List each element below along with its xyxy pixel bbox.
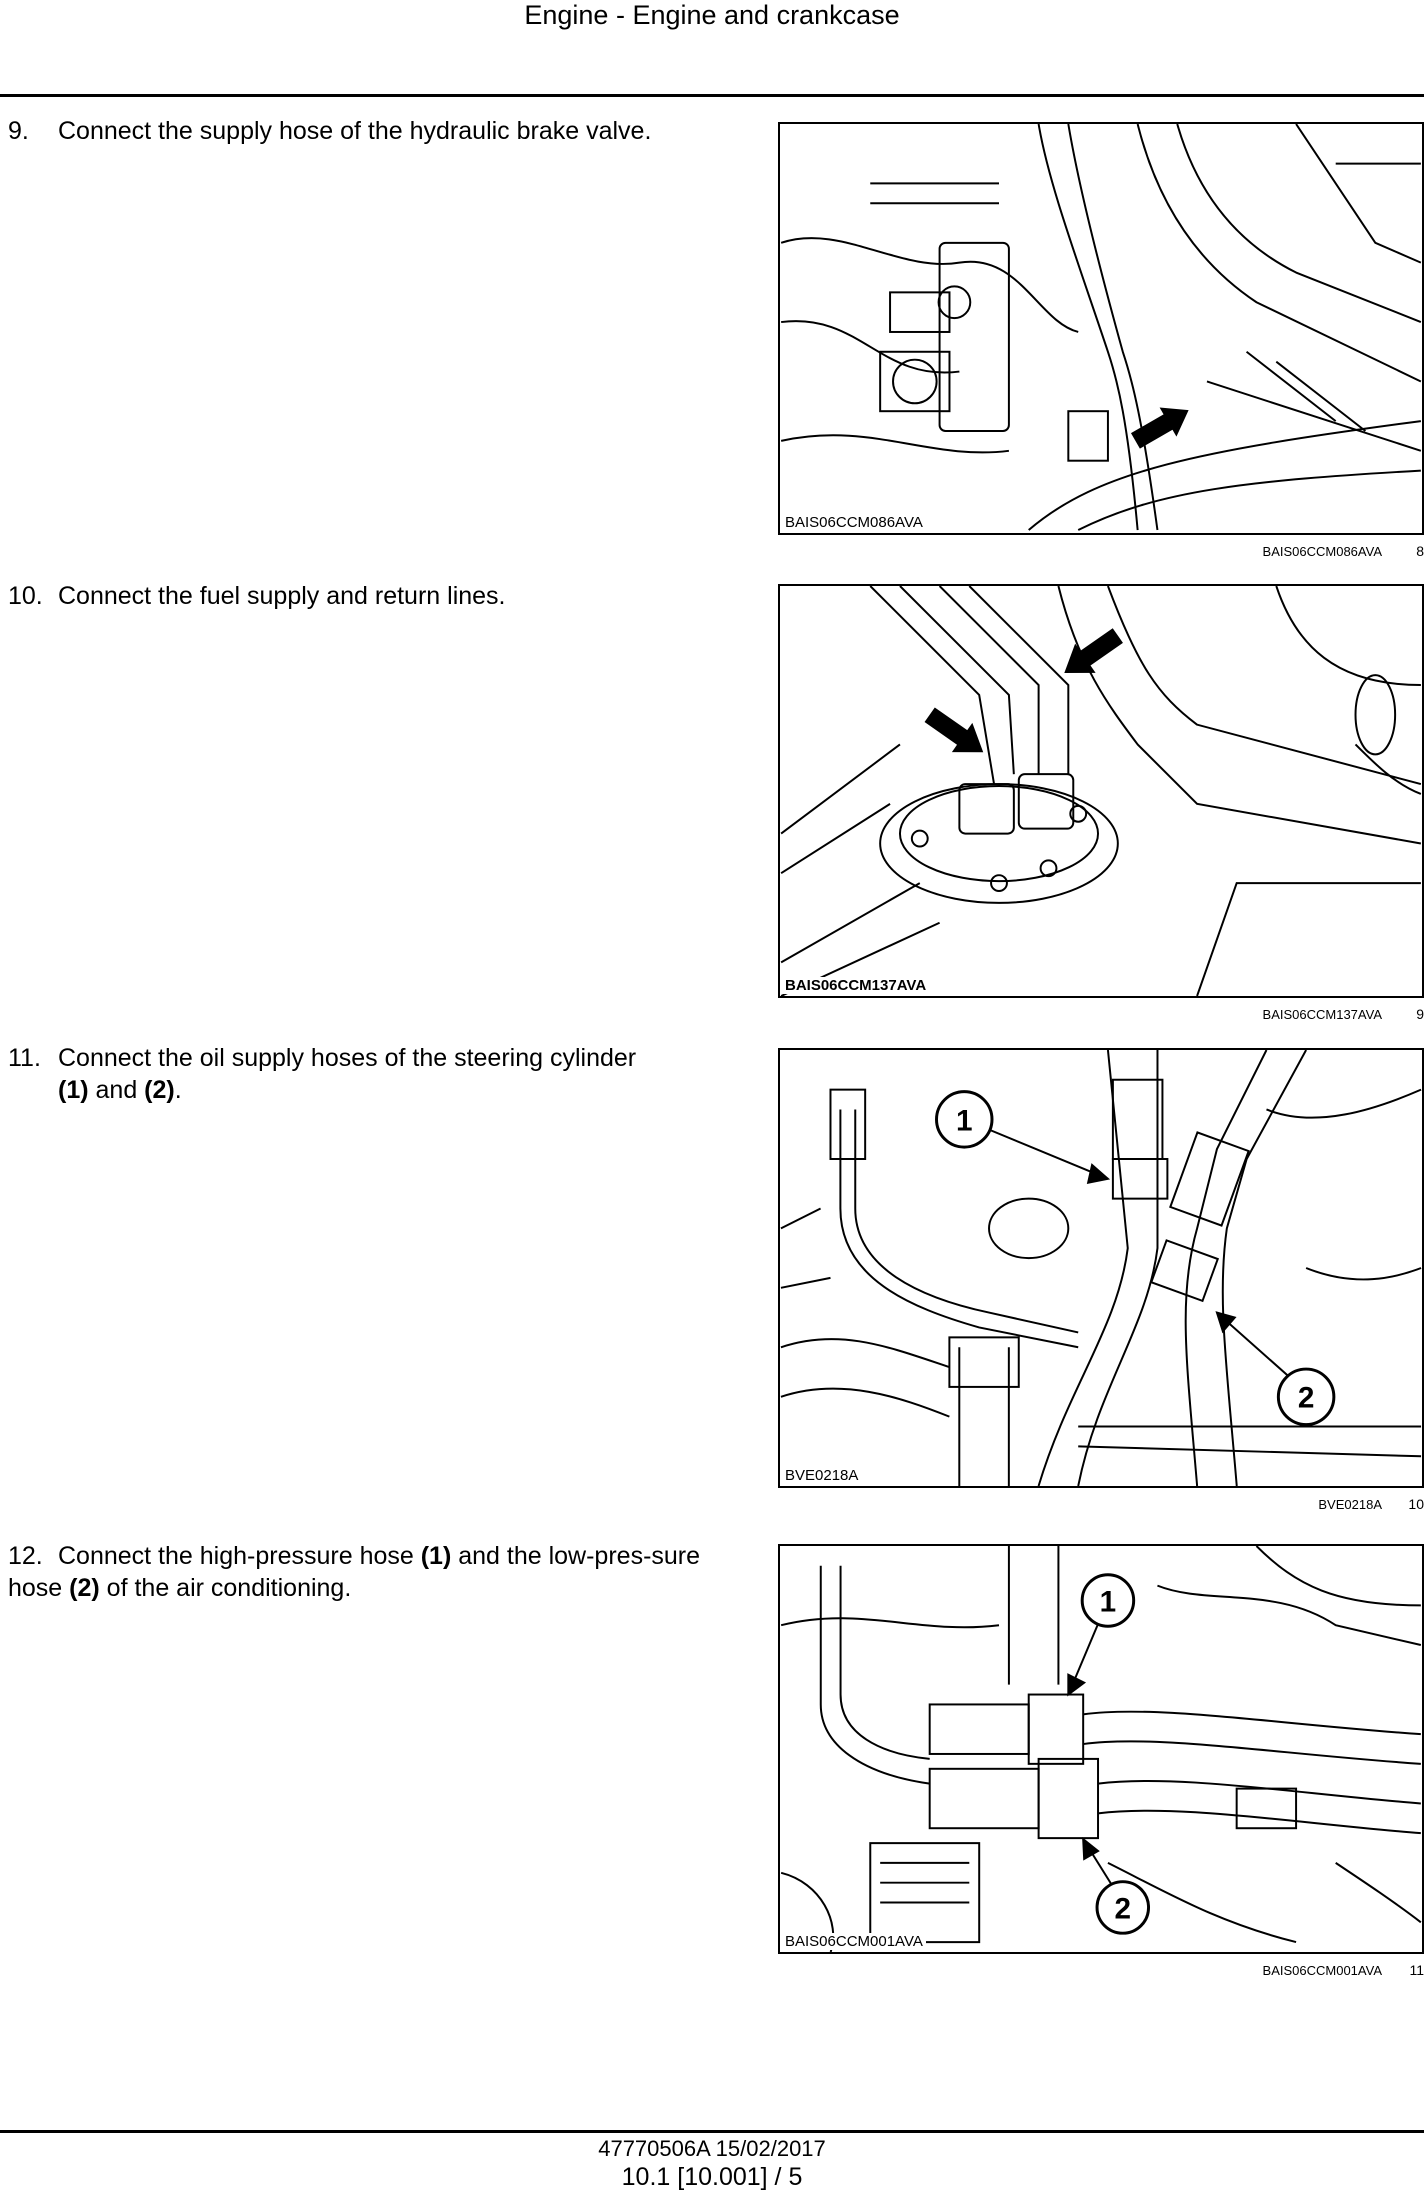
- ac-hoses-illustration: [780, 1546, 1422, 1952]
- figure-image-code: BAIS06CCM086AVA: [782, 514, 926, 531]
- step-text: Connect the supply hose of the hydraulic brake valve.: [58, 117, 652, 145]
- step-9: [8, 115, 728, 147]
- figure-image-code: BAIS06CCM001AVA: [782, 1933, 926, 1950]
- figure-caption-8: [778, 543, 1424, 559]
- callout-2: [1278, 1369, 1333, 1424]
- figure-image-code: BVE0218A: [782, 1467, 861, 1484]
- step-text-mid: and: [88, 1076, 145, 1104]
- caption-code: BVE0218A: [1318, 1497, 1382, 1512]
- caption-code: BAIS06CCM137AVA: [1262, 1007, 1382, 1022]
- footer-rule: [0, 2130, 1424, 2133]
- step-text: Connect the fuel supply and return lines.: [58, 582, 506, 610]
- figure-image-code: BAIS06CCM137AVA: [782, 977, 929, 994]
- step-ref-2: (2): [144, 1076, 175, 1104]
- step-text: Connect the high-pressure hose: [58, 1542, 421, 1570]
- svg-text:2: 2: [1114, 1892, 1132, 1926]
- step-number: 10.: [8, 582, 43, 610]
- step-number: 9.: [8, 117, 29, 145]
- brake-valve-illustration: [780, 124, 1422, 533]
- footer-document-code: 47770506A 15/02/2017: [598, 2136, 826, 2161]
- svg-text:2: 2: [1297, 1381, 1315, 1415]
- callout-2: [1097, 1882, 1148, 1933]
- svg-text:1: 1: [1099, 1585, 1117, 1619]
- figure-number: 8: [1416, 543, 1424, 559]
- step-text-mid: and the low-pres-sure hose: [8, 1542, 701, 1602]
- figure-number: 9: [1416, 1006, 1424, 1022]
- step-number: 11.: [8, 1044, 41, 1072]
- steering-hoses-illustration: [780, 1050, 1422, 1486]
- header-rule: [0, 94, 1424, 97]
- figure-fuel-lines: [778, 584, 1424, 998]
- step-10: [8, 580, 728, 612]
- caption-code: BAIS06CCM086AVA: [1262, 544, 1382, 559]
- caption-code: BAIS06CCM001AVA: [1262, 1963, 1382, 1978]
- step-11: [8, 1042, 728, 1106]
- fuel-lines-illustration: [780, 586, 1422, 996]
- figure-number: 11: [1409, 1962, 1424, 1978]
- step-ref-1: (1): [58, 1076, 89, 1104]
- footer-page-reference: 10.1 [10.001] / 5: [621, 2163, 803, 2191]
- figure-air-conditioning-hoses: [778, 1544, 1424, 1954]
- page-header-title: Engine - Engine and crankcase: [524, 0, 900, 30]
- step-text-end: .: [174, 1076, 182, 1104]
- step-number: 12.: [8, 1542, 43, 1570]
- figure-caption-10: [778, 1496, 1424, 1512]
- svg-text:1: 1: [955, 1104, 973, 1138]
- step-text-end: of the air conditioning.: [99, 1574, 352, 1602]
- figure-steering-cylinder-hoses: [778, 1048, 1424, 1488]
- step-ref-1: (1): [420, 1542, 452, 1570]
- step-ref-2: (2): [69, 1574, 100, 1602]
- step-text: Connect the oil supply hoses of the steering cylinder: [58, 1044, 637, 1072]
- figure-brake-valve-hose: [778, 122, 1424, 535]
- figure-caption-9: [778, 1006, 1424, 1022]
- step-12: [8, 1540, 728, 1604]
- callout-1: [1082, 1575, 1133, 1626]
- figure-caption-11: [778, 1962, 1424, 1978]
- callout-1: [937, 1092, 992, 1147]
- figure-number: 10: [1408, 1496, 1424, 1512]
